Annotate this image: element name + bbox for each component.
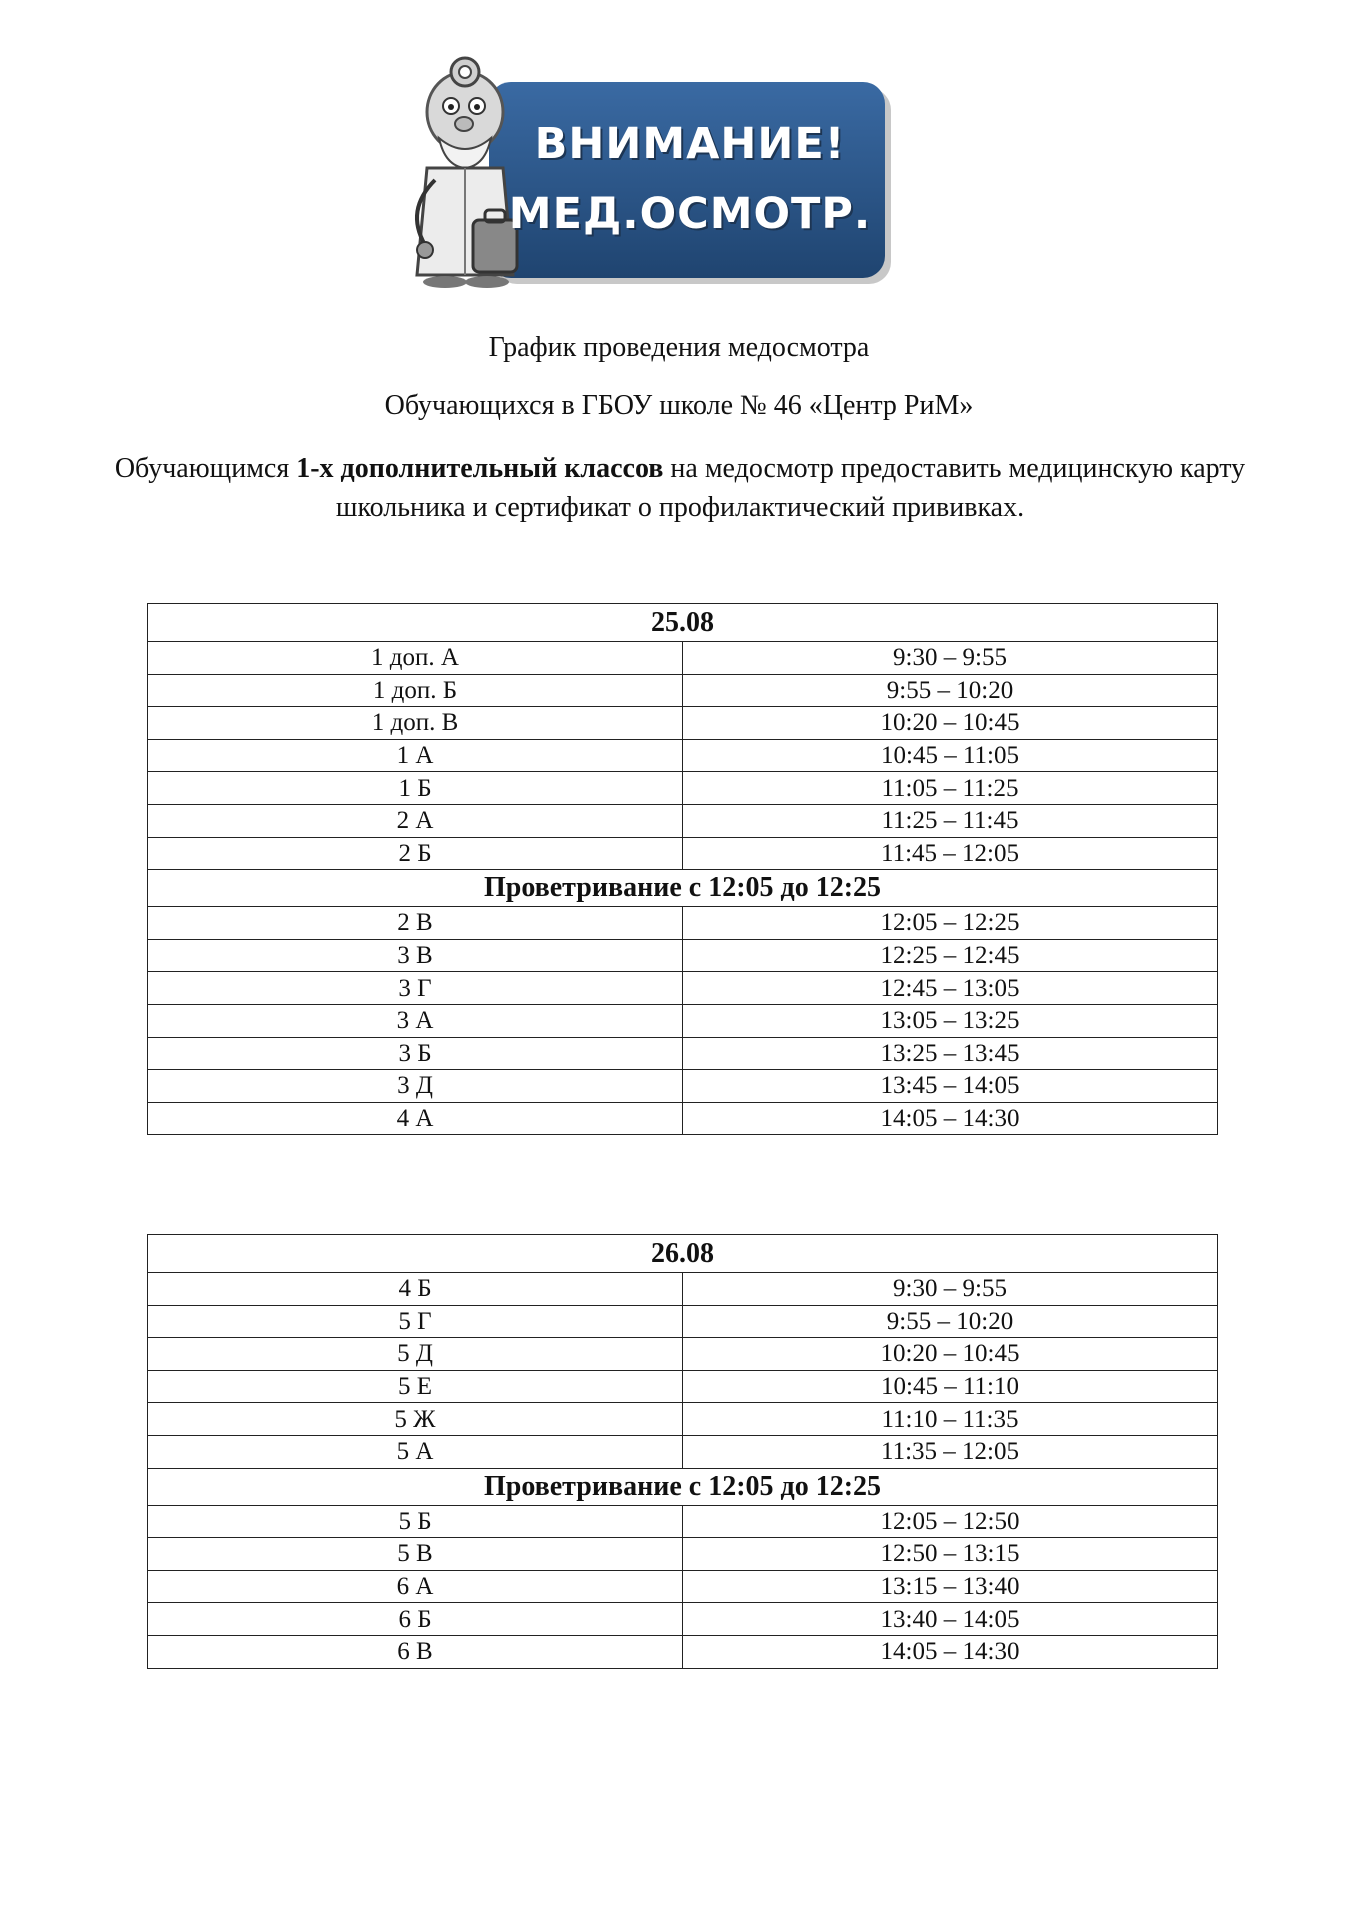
time-cell: 13:45 – 14:05: [683, 1070, 1218, 1103]
time-cell: 14:05 – 14:30: [683, 1635, 1218, 1668]
schedule-row: [148, 642, 1218, 675]
schedule-row: [148, 837, 1218, 870]
class-cell: 6 А: [148, 1570, 683, 1603]
time-cell: 11:05 – 11:25: [683, 772, 1218, 805]
class-cell: 5 Ж: [148, 1403, 683, 1436]
time-cell: 9:55 – 10:20: [683, 674, 1218, 707]
schedule-row: [148, 1338, 1218, 1371]
class-cell: 5 Д: [148, 1338, 683, 1371]
time-cell: 9:55 – 10:20: [683, 1305, 1218, 1338]
class-cell: 1 доп. Б: [148, 674, 683, 707]
banner-text: [495, 85, 885, 275]
instruction-before: Обучающимся: [114, 453, 297, 484]
schedule-row: [148, 772, 1218, 805]
schedule-date: 25.08: [148, 604, 1218, 642]
time-cell: 10:45 – 11:05: [683, 739, 1218, 772]
ventilation-break-row: [148, 1468, 1218, 1505]
time-cell: 10:20 – 10:45: [683, 707, 1218, 740]
attention-banner: [395, 50, 915, 290]
class-cell: 1 доп. В: [148, 707, 683, 740]
class-cell: 1 Б: [148, 772, 683, 805]
time-cell: 11:45 – 12:05: [683, 837, 1218, 870]
schedule-date: 26.08: [148, 1235, 1218, 1273]
schedule-row: [148, 1305, 1218, 1338]
ventilation-break-cell: Проветривание с 12:05 до 12:25: [148, 1468, 1218, 1505]
class-cell: 3 Д: [148, 1070, 683, 1103]
page-title: График проведения медосмотра: [488, 332, 870, 363]
class-cell: 5 Г: [148, 1305, 683, 1338]
class-cell: 5 А: [148, 1435, 683, 1468]
time-cell: 13:25 – 13:45: [683, 1037, 1218, 1070]
class-cell: 5 Е: [148, 1370, 683, 1403]
instruction-after: на медосмотр предоставить медицинскую карту школьника и сертификат о профилактический прививках.: [335, 453, 1246, 523]
class-cell: 5 Б: [148, 1505, 683, 1538]
time-cell: 12:05 – 12:25: [683, 907, 1218, 940]
schedule-row: [148, 1004, 1218, 1037]
time-cell: 12:50 – 13:15: [683, 1538, 1218, 1571]
schedule-row: [148, 939, 1218, 972]
instruction-bold: 1-х дополнительный классов: [296, 453, 664, 484]
schedule-row: [148, 1370, 1218, 1403]
class-cell: 3 Г: [148, 972, 683, 1005]
schedule-row: [148, 674, 1218, 707]
class-cell: 1 А: [148, 739, 683, 772]
class-cell: 2 Б: [148, 837, 683, 870]
ventilation-break-row: [148, 870, 1218, 907]
time-cell: 12:05 – 12:50: [683, 1505, 1218, 1538]
schedule-row: [148, 804, 1218, 837]
time-cell: 13:15 – 13:40: [683, 1570, 1218, 1603]
schedule-row: [148, 1635, 1218, 1668]
schedule-row: [148, 972, 1218, 1005]
time-cell: 9:30 – 9:55: [683, 642, 1218, 675]
time-cell: 12:45 – 13:05: [683, 972, 1218, 1005]
time-cell: 10:45 – 11:10: [683, 1370, 1218, 1403]
time-cell: 11:25 – 11:45: [683, 804, 1218, 837]
schedule-row: [148, 1403, 1218, 1436]
class-cell: 3 Б: [148, 1037, 683, 1070]
banner-line-1: ВНИМАНИЕ!: [534, 119, 846, 170]
page-subtitle: Обучающихся в ГБОУ школе № 46 «Центр РиМ»: [384, 390, 974, 421]
schedule-row: [148, 1570, 1218, 1603]
schedule-row: [148, 1273, 1218, 1306]
schedule-row: [148, 707, 1218, 740]
time-cell: 13:40 – 14:05: [683, 1603, 1218, 1636]
schedule-table-1: [147, 603, 1218, 1135]
schedule-row: [148, 739, 1218, 772]
time-cell: 12:25 – 12:45: [683, 939, 1218, 972]
time-cell: 10:20 – 10:45: [683, 1338, 1218, 1371]
time-cell: 14:05 – 14:30: [683, 1102, 1218, 1135]
class-cell: 4 А: [148, 1102, 683, 1135]
class-cell: 2 А: [148, 804, 683, 837]
class-cell: 4 Б: [148, 1273, 683, 1306]
schedule-row: [148, 1538, 1218, 1571]
class-cell: 3 В: [148, 939, 683, 972]
schedule-row: [148, 1037, 1218, 1070]
schedule-row: [148, 1070, 1218, 1103]
schedule-row: [148, 1435, 1218, 1468]
time-cell: 13:05 – 13:25: [683, 1004, 1218, 1037]
class-cell: 1 доп. А: [148, 642, 683, 675]
class-cell: 6 Б: [148, 1603, 683, 1636]
class-cell: 2 В: [148, 907, 683, 940]
class-cell: 3 А: [148, 1004, 683, 1037]
schedule-row: [148, 1603, 1218, 1636]
class-cell: 6 В: [148, 1635, 683, 1668]
time-cell: 9:30 – 9:55: [683, 1273, 1218, 1306]
time-cell: 11:35 – 12:05: [683, 1435, 1218, 1468]
schedule-table-2: [147, 1234, 1218, 1669]
schedule-row: [148, 1505, 1218, 1538]
time-cell: 11:10 – 11:35: [683, 1403, 1218, 1436]
schedule-row: [148, 1102, 1218, 1135]
class-cell: 5 В: [148, 1538, 683, 1571]
ventilation-break-cell: Проветривание с 12:05 до 12:25: [148, 870, 1218, 907]
banner-line-2: МЕД.ОСМОТР.: [508, 189, 872, 239]
instruction-text: [110, 450, 1250, 527]
schedule-row: [148, 907, 1218, 940]
